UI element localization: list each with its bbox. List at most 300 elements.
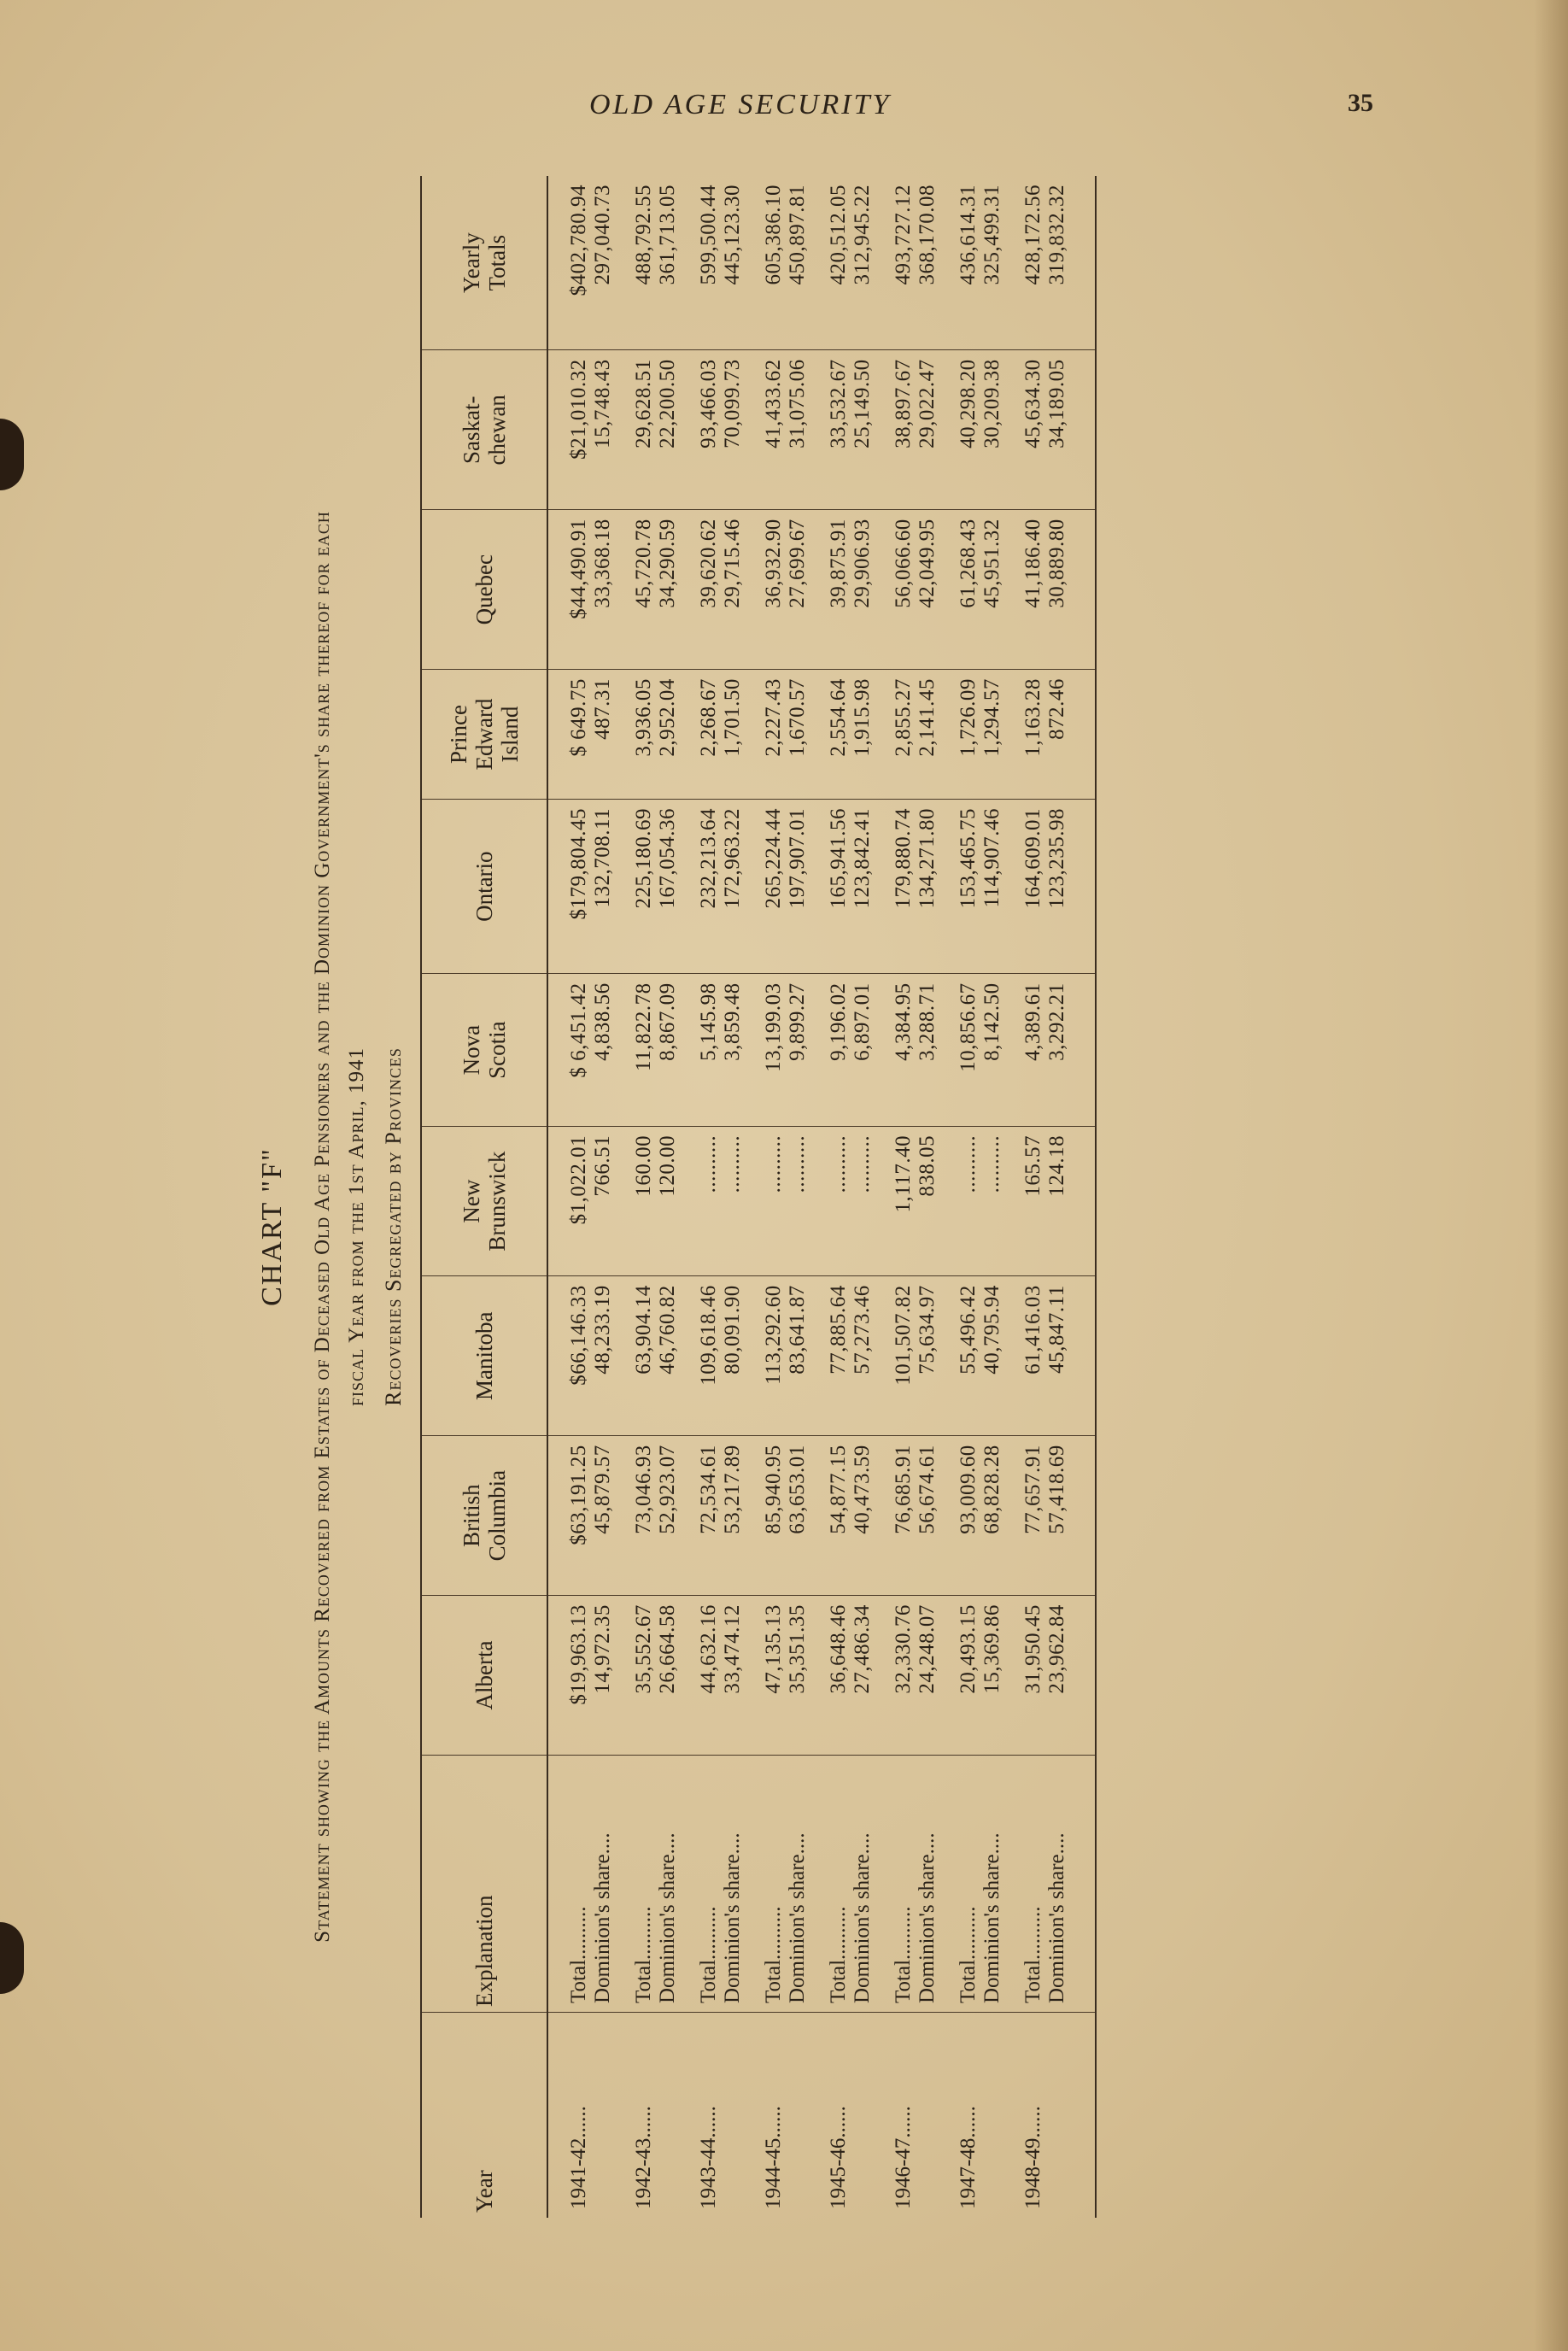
nova-scotia-cell: [693, 974, 758, 1126]
british-columbia-cell: [823, 1436, 888, 1596]
alberta-total-value: 36,648.46: [827, 1604, 850, 1694]
manitoba-cell: [758, 1276, 823, 1436]
nova-scotia-total-value: 9,196.02: [827, 982, 850, 1061]
british-columbia-total-value: 72,534.61: [697, 1445, 720, 1534]
new-brunswick-total-value: $1,022.01: [567, 1134, 590, 1225]
ontario-share-value: 134,271.80: [916, 807, 939, 909]
table-row: [629, 176, 693, 2218]
year-cell: 1944-45......: [762, 2106, 785, 2209]
dominion-share-label: Dominion's share....: [1045, 1832, 1068, 2003]
british-columbia-share-value: 45,879.57: [591, 1445, 614, 1534]
nova-scotia-cell: [953, 974, 1018, 1126]
alberta-cell: [758, 1596, 823, 1756]
yearly-total-share-value: 312,945.22: [851, 185, 874, 285]
alberta-cell: [823, 1596, 888, 1756]
ontario-cell: [888, 799, 953, 973]
manitoba-share-value: 46,760.82: [656, 1285, 679, 1375]
manitoba-cell: [888, 1276, 953, 1436]
ontario-share-value: 123,842.41: [851, 807, 874, 909]
yearly-total-total-value: $402,780.94: [567, 185, 590, 296]
manitoba-share-value: 83,641.87: [786, 1285, 809, 1375]
manitoba-total-value: 77,885.64: [827, 1285, 850, 1375]
nova-scotia-cell: [629, 974, 693, 1126]
yearly-total-total-value: 420,512.05: [827, 185, 850, 285]
manitoba-share-value: 45,847.11: [1045, 1285, 1068, 1374]
pei-total-value: 1,726.09: [957, 678, 980, 757]
table-row: [758, 176, 823, 2218]
total-label: Total..........: [762, 1906, 785, 2003]
pei-cell: [823, 670, 888, 800]
total-label: Total..........: [632, 1906, 655, 2003]
ontario-total-value: 164,609.01: [1021, 807, 1044, 909]
pei-share-value: 1,670.57: [786, 678, 809, 757]
quebec-total-value: 39,620.62: [697, 519, 720, 608]
alberta-cell: [953, 1596, 1018, 1756]
new-brunswick-cell: [888, 1126, 953, 1275]
yearly-total-share-value: 368,170.08: [916, 185, 939, 285]
saskatchewan-share-value: 29,022.47: [916, 359, 939, 449]
nova-scotia-total-value: $ 6,451.42: [567, 982, 590, 1078]
quebec-cell: [1018, 510, 1096, 670]
header-yearly-totals: Yearly Totals: [421, 176, 547, 350]
saskatchewan-share-value: 31,075.06: [786, 359, 809, 449]
year-cell: 1947-48......: [957, 2106, 980, 2209]
yearly-total-total-value: 493,727.12: [892, 185, 915, 285]
manitoba-share-value: 40,795.94: [980, 1285, 1003, 1375]
saskatchewan-cell: [823, 350, 888, 510]
saskatchewan-share-value: 25,149.50: [851, 359, 874, 449]
yearly-total-total-value: 488,792.55: [632, 185, 655, 285]
year-cell: 1948-49......: [1018, 2013, 1096, 2219]
ontario-total-value: 153,465.75: [957, 807, 980, 909]
year-cell: 1943-44......: [697, 2106, 720, 2209]
yearly-total-share-value: 297,040.73: [591, 185, 614, 285]
explanation-cell: [823, 1756, 888, 2013]
alberta-total-value: 32,330.76: [892, 1604, 915, 1694]
saskatchewan-total-value: 93,466.03: [697, 359, 720, 449]
total-label: Total..........: [827, 1906, 850, 2003]
new-brunswick-total-value: 1,117.40: [892, 1134, 915, 1213]
british-columbia-share-value: 53,217.89: [721, 1445, 744, 1534]
yearly-total-cell: [953, 176, 1018, 350]
table-row: [1018, 176, 1096, 2218]
nova-scotia-share-value: 8,142.50: [980, 982, 1003, 1061]
new-brunswick-cell: [758, 1126, 823, 1275]
ontario-cell: [953, 799, 1018, 973]
nova-scotia-share-value: 3,288.71: [916, 982, 939, 1061]
saskatchewan-cell: [547, 350, 629, 510]
nova-scotia-total-value: 4,384.95: [892, 982, 915, 1061]
ontario-cell: [547, 799, 629, 973]
yearly-total-cell: [629, 176, 693, 350]
year-cell: 1942-43......: [632, 2106, 655, 2209]
pei-share-value: 1,915.98: [851, 678, 874, 757]
british-columbia-cell: [629, 1436, 693, 1596]
new-brunswick-total-value: 165.57: [1021, 1134, 1044, 1197]
british-columbia-cell: [1018, 1436, 1096, 1596]
dominion-share-label: Dominion's share....: [721, 1832, 744, 2003]
saskatchewan-share-value: 70,099.73: [721, 359, 744, 449]
quebec-total-value: 36,932.90: [762, 519, 785, 608]
saskatchewan-total-value: 33,532.67: [827, 359, 850, 449]
new-brunswick-share-value: ..........: [980, 1134, 1003, 1193]
british-columbia-total-value: 85,940.95: [762, 1445, 785, 1534]
nova-scotia-total-value: 4,389.61: [1021, 982, 1044, 1061]
saskatchewan-cell: [888, 350, 953, 510]
yearly-total-total-value: 436,614.31: [957, 185, 980, 285]
saskatchewan-cell: [629, 350, 693, 510]
manitoba-share-value: 75,634.97: [916, 1285, 939, 1375]
pei-total-value: 2,227.43: [762, 678, 785, 757]
quebec-share-value: 29,906.93: [851, 519, 874, 608]
table-body: [547, 176, 1096, 2218]
saskatchewan-total-value: 29,628.51: [632, 359, 655, 449]
pei-cell: [629, 670, 693, 800]
saskatchewan-total-value: 40,298.20: [957, 359, 980, 449]
new-brunswick-share-value: 120.00: [656, 1134, 679, 1197]
british-columbia-total-value: 93,009.60: [957, 1445, 980, 1534]
ontario-total-value: 232,213.64: [697, 807, 720, 909]
new-brunswick-cell: [693, 1126, 758, 1275]
yearly-total-share-value: 325,499.31: [980, 185, 1003, 285]
manitoba-total-value: 63,904.14: [632, 1285, 655, 1375]
yearly-total-share-value: 319,832.32: [1045, 185, 1068, 285]
ontario-total-value: $179,804.45: [567, 807, 590, 920]
british-columbia-share-value: 52,923.07: [656, 1445, 679, 1534]
yearly-total-cell: [888, 176, 953, 350]
ontario-share-value: 172,963.22: [721, 807, 744, 909]
pei-cell: [1018, 670, 1096, 800]
new-brunswick-total-value: ..........: [957, 1134, 980, 1193]
header-explanation: Explanation: [421, 1756, 547, 2013]
nova-scotia-cell: [888, 974, 953, 1126]
quebec-share-value: 29,715.46: [721, 519, 744, 608]
quebec-share-value: 42,049.95: [916, 519, 939, 608]
british-columbia-total-value: 77,657.91: [1021, 1445, 1044, 1534]
yearly-total-total-value: 428,172.56: [1021, 185, 1044, 285]
british-columbia-share-value: 68,828.28: [980, 1445, 1003, 1534]
pei-share-value: 1,294.57: [980, 678, 1003, 757]
table-header-row: [421, 176, 547, 2218]
explanation-cell: [758, 1756, 823, 2013]
manitoba-total-value: 55,496.42: [957, 1285, 980, 1375]
pei-share-value: 2,952.04: [656, 678, 679, 757]
explanation-cell: [953, 1756, 1018, 2013]
ontario-share-value: 123,235.98: [1045, 807, 1068, 909]
british-columbia-total-value: 73,046.93: [632, 1445, 655, 1534]
saskatchewan-cell: [1018, 350, 1096, 510]
saskatchewan-share-value: 34,189.05: [1045, 359, 1068, 449]
british-columbia-cell: [547, 1436, 629, 1596]
page-edge-shadow: [1534, 0, 1568, 2351]
year-cell: 1941-42......: [567, 2106, 590, 2209]
saskatchewan-cell: [693, 350, 758, 510]
alberta-total-value: 35,552.67: [632, 1604, 655, 1694]
nova-scotia-share-value: 4,838.56: [591, 982, 614, 1061]
nova-scotia-share-value: 3,292.21: [1045, 982, 1068, 1061]
quebec-share-value: 27,699.67: [786, 519, 809, 608]
nova-scotia-cell: [1018, 974, 1096, 1126]
pei-total-value: 3,936.05: [632, 678, 655, 757]
alberta-share-value: 23,962.84: [1045, 1604, 1068, 1694]
ontario-total-value: 265,224.44: [762, 807, 785, 909]
new-brunswick-total-value: ..........: [827, 1134, 850, 1193]
alberta-share-value: 27,486.34: [851, 1604, 874, 1694]
alberta-total-value: 47,135.13: [762, 1604, 785, 1694]
saskatchewan-total-value: $21,010.32: [567, 359, 590, 460]
nova-scotia-share-value: 3,859.48: [721, 982, 744, 1061]
total-label: Total..........: [1021, 1906, 1044, 2003]
manitoba-total-value: 61,416.03: [1021, 1285, 1044, 1375]
pei-cell: [547, 670, 629, 800]
alberta-cell: [888, 1596, 953, 1756]
table-row: [693, 176, 758, 2218]
statement-line-1: Statement showing the Amounts Recovered from Estates of Deceased Old Age Pensioners and the Dominion Government's share thereof for each: [311, 511, 334, 1943]
manitoba-cell: [823, 1276, 888, 1436]
manitoba-cell: [547, 1276, 629, 1436]
quebec-share-value: 45,951.32: [980, 519, 1003, 608]
british-columbia-cell: [888, 1436, 953, 1596]
explanation-cell: [1018, 1756, 1096, 2013]
header-year: Year: [421, 2013, 547, 2219]
manitoba-total-value: 109,618.46: [697, 1285, 720, 1386]
ontario-cell: [758, 799, 823, 973]
nova-scotia-total-value: 11,822.78: [632, 982, 655, 1071]
nova-scotia-share-value: 9,899.27: [786, 982, 809, 1061]
table-row: [953, 176, 1018, 2218]
statement-line-2: fiscal Year from the 1st April, 1941: [345, 1047, 368, 1407]
british-columbia-share-value: 63,653.01: [786, 1445, 809, 1534]
yearly-total-cell: [758, 176, 823, 350]
pei-total-value: 2,855.27: [892, 678, 915, 757]
dominion-share-label: Dominion's share....: [916, 1832, 939, 2003]
manitoba-cell: [953, 1276, 1018, 1436]
british-columbia-share-value: 57,418.69: [1045, 1445, 1068, 1534]
header-quebec: Quebec: [421, 510, 547, 670]
ontario-cell: [693, 799, 758, 973]
ontario-total-value: 179,880.74: [892, 807, 915, 909]
yearly-total-total-value: 605,386.10: [762, 185, 785, 285]
ontario-share-value: 132,708.11: [591, 807, 614, 908]
alberta-total-value: 20,493.15: [957, 1604, 980, 1694]
dominion-share-label: Dominion's share....: [591, 1832, 614, 2003]
yearly-total-cell: [693, 176, 758, 350]
pei-share-value: 487.31: [591, 678, 614, 740]
nova-scotia-share-value: 8,867.09: [656, 982, 679, 1061]
nova-scotia-cell: [823, 974, 888, 1126]
table-row: [888, 176, 953, 2218]
quebec-total-value: 41,186.40: [1021, 519, 1044, 608]
quebec-share-value: 30,889.80: [1045, 519, 1068, 608]
running-head: OLD AGE SECURITY: [589, 89, 892, 120]
alberta-share-value: 35,351.35: [786, 1604, 809, 1694]
header-manitoba: Manitoba: [421, 1276, 547, 1436]
pei-total-value: $ 649.75: [567, 678, 590, 757]
ontario-total-value: 165,941.56: [827, 807, 850, 909]
saskatchewan-share-value: 15,748.43: [591, 359, 614, 449]
nova-scotia-total-value: 10,856.67: [957, 982, 980, 1072]
pei-total-value: 1,163.28: [1021, 678, 1044, 757]
recoveries-table: [420, 176, 1097, 2218]
pei-cell: [888, 670, 953, 800]
ontario-share-value: 114,907.46: [980, 807, 1003, 908]
year-cell: 1945-46......: [827, 2106, 850, 2209]
header-new-brunswick: New Brunswick: [421, 1126, 547, 1275]
ontario-cell: [629, 799, 693, 973]
header-british-columbia: British Columbia: [421, 1436, 547, 1596]
nova-scotia-total-value: 5,145.98: [697, 982, 720, 1061]
new-brunswick-share-value: 766.51: [591, 1134, 614, 1197]
statement-heading: [306, 278, 374, 2175]
header-saskatchewan: Saskat- chewan: [421, 350, 547, 510]
quebec-share-value: 34,290.59: [656, 519, 679, 608]
manitoba-total-value: $66,146.33: [567, 1285, 590, 1386]
chart-title: CHART "F": [256, 1147, 288, 1306]
manitoba-cell: [1018, 1276, 1096, 1436]
pei-cell: [693, 670, 758, 800]
alberta-cell: [629, 1596, 693, 1756]
explanation-cell: [693, 1756, 758, 2013]
page-number: 35: [1348, 89, 1373, 117]
nova-scotia-cell: [758, 974, 823, 1126]
rotated-chart-block: [239, 176, 1196, 2278]
pei-total-value: 2,268.67: [697, 678, 720, 757]
manitoba-share-value: 48,233.19: [591, 1285, 614, 1375]
year-cell: 1946-47......: [892, 2106, 915, 2209]
pei-share-value: 2,141.45: [916, 678, 939, 757]
alberta-cell: [547, 1596, 629, 1756]
quebec-cell: [758, 510, 823, 670]
total-label: Total..........: [567, 1906, 590, 2003]
alberta-share-value: 33,474.12: [721, 1604, 744, 1694]
new-brunswick-total-value: 160.00: [632, 1134, 655, 1197]
alberta-share-value: 14,972.35: [591, 1604, 614, 1694]
explanation-cell: [547, 1756, 629, 2013]
alberta-share-value: 24,248.07: [916, 1604, 939, 1694]
recoveries-heading: Recoveries Segregated by Provinces: [381, 1047, 406, 1406]
ontario-cell: [1018, 799, 1096, 973]
ontario-share-value: 167,054.36: [656, 807, 679, 909]
nova-scotia-total-value: 13,199.03: [762, 982, 785, 1072]
yearly-total-share-value: 450,897.81: [786, 185, 809, 285]
alberta-total-value: 31,950.45: [1021, 1604, 1044, 1694]
header-alberta: Alberta: [421, 1596, 547, 1756]
ontario-total-value: 225,180.69: [632, 807, 655, 909]
yearly-total-share-value: 445,123.30: [721, 185, 744, 285]
dominion-share-label: Dominion's share....: [656, 1832, 679, 2003]
quebec-cell: [953, 510, 1018, 670]
yearly-total-cell: [1018, 176, 1096, 350]
dominion-share-label: Dominion's share....: [980, 1832, 1003, 2003]
dominion-share-label: Dominion's share....: [851, 1832, 874, 2003]
explanation-cell: [629, 1756, 693, 2013]
quebec-total-value: $44,490.91: [567, 519, 590, 619]
new-brunswick-share-value: ..........: [721, 1134, 744, 1193]
british-columbia-total-value: 54,877.15: [827, 1445, 850, 1534]
british-columbia-total-value: 76,685.91: [892, 1445, 915, 1534]
new-brunswick-cell: [953, 1126, 1018, 1275]
new-brunswick-cell: [1018, 1126, 1096, 1275]
quebec-share-value: 33,368.18: [591, 519, 614, 608]
alberta-share-value: 15,369.86: [980, 1604, 1003, 1694]
new-brunswick-total-value: ..........: [697, 1134, 720, 1193]
header-pei: Prince Edward Island: [421, 670, 547, 800]
quebec-cell: [823, 510, 888, 670]
quebec-cell: [547, 510, 629, 670]
new-brunswick-share-value: 124.18: [1045, 1134, 1068, 1197]
table-row: [823, 176, 888, 2218]
british-columbia-total-value: $63,191.25: [567, 1445, 590, 1545]
nova-scotia-share-value: 6,897.01: [851, 982, 874, 1061]
alberta-total-value: 44,632.16: [697, 1604, 720, 1694]
yearly-total-total-value: 599,500.44: [697, 185, 720, 285]
pei-total-value: 2,554.64: [827, 678, 850, 757]
new-brunswick-total-value: ..........: [762, 1134, 785, 1193]
pei-cell: [758, 670, 823, 800]
dominion-share-label: Dominion's share....: [786, 1832, 809, 2003]
pei-share-value: 872.46: [1045, 678, 1068, 740]
yearly-total-share-value: 361,713.05: [656, 185, 679, 285]
british-columbia-cell: [953, 1436, 1018, 1596]
saskatchewan-cell: [953, 350, 1018, 510]
quebec-total-value: 56,066.60: [892, 519, 915, 608]
yearly-total-cell: [547, 176, 629, 350]
saskatchewan-cell: [758, 350, 823, 510]
yearly-total-cell: [823, 176, 888, 350]
new-brunswick-cell: [629, 1126, 693, 1275]
nova-scotia-cell: [547, 974, 629, 1126]
table-row: [547, 176, 629, 2218]
manitoba-total-value: 101,507.82: [892, 1285, 915, 1386]
saskatchewan-share-value: 22,200.50: [656, 359, 679, 449]
alberta-total-value: $19,963.13: [567, 1604, 590, 1705]
british-columbia-share-value: 56,674.61: [916, 1445, 939, 1534]
ontario-share-value: 197,907.01: [786, 807, 809, 909]
manitoba-share-value: 57,273.46: [851, 1285, 874, 1375]
manitoba-cell: [629, 1276, 693, 1436]
total-label: Total..........: [697, 1906, 720, 2003]
british-columbia-cell: [693, 1436, 758, 1596]
alberta-share-value: 26,664.58: [656, 1604, 679, 1694]
manitoba-total-value: 113,292.60: [762, 1285, 785, 1385]
manitoba-share-value: 80,091.90: [721, 1285, 744, 1375]
ontario-cell: [823, 799, 888, 973]
saskatchewan-total-value: 41,433.62: [762, 359, 785, 449]
alberta-cell: [1018, 1596, 1096, 1756]
british-columbia-share-value: 40,473.59: [851, 1445, 874, 1534]
quebec-cell: [693, 510, 758, 670]
quebec-cell: [888, 510, 953, 670]
manitoba-cell: [693, 1276, 758, 1436]
quebec-total-value: 61,268.43: [957, 519, 980, 608]
quebec-total-value: 45,720.78: [632, 519, 655, 608]
new-brunswick-cell: [823, 1126, 888, 1275]
header-nova-scotia: Nova Scotia: [421, 974, 547, 1126]
quebec-cell: [629, 510, 693, 670]
saskatchewan-total-value: 38,897.67: [892, 359, 915, 449]
quebec-total-value: 39,875.91: [827, 519, 850, 608]
new-brunswick-share-value: ..........: [786, 1134, 809, 1193]
saskatchewan-share-value: 30,209.38: [980, 359, 1003, 449]
new-brunswick-share-value: ..........: [851, 1134, 874, 1193]
total-label: Total..........: [892, 1906, 915, 2003]
new-brunswick-cell: [547, 1126, 629, 1275]
pei-share-value: 1,701.50: [721, 678, 744, 757]
new-brunswick-share-value: 838.05: [916, 1134, 939, 1197]
alberta-cell: [693, 1596, 758, 1756]
pei-cell: [953, 670, 1018, 800]
explanation-cell: [888, 1756, 953, 2013]
